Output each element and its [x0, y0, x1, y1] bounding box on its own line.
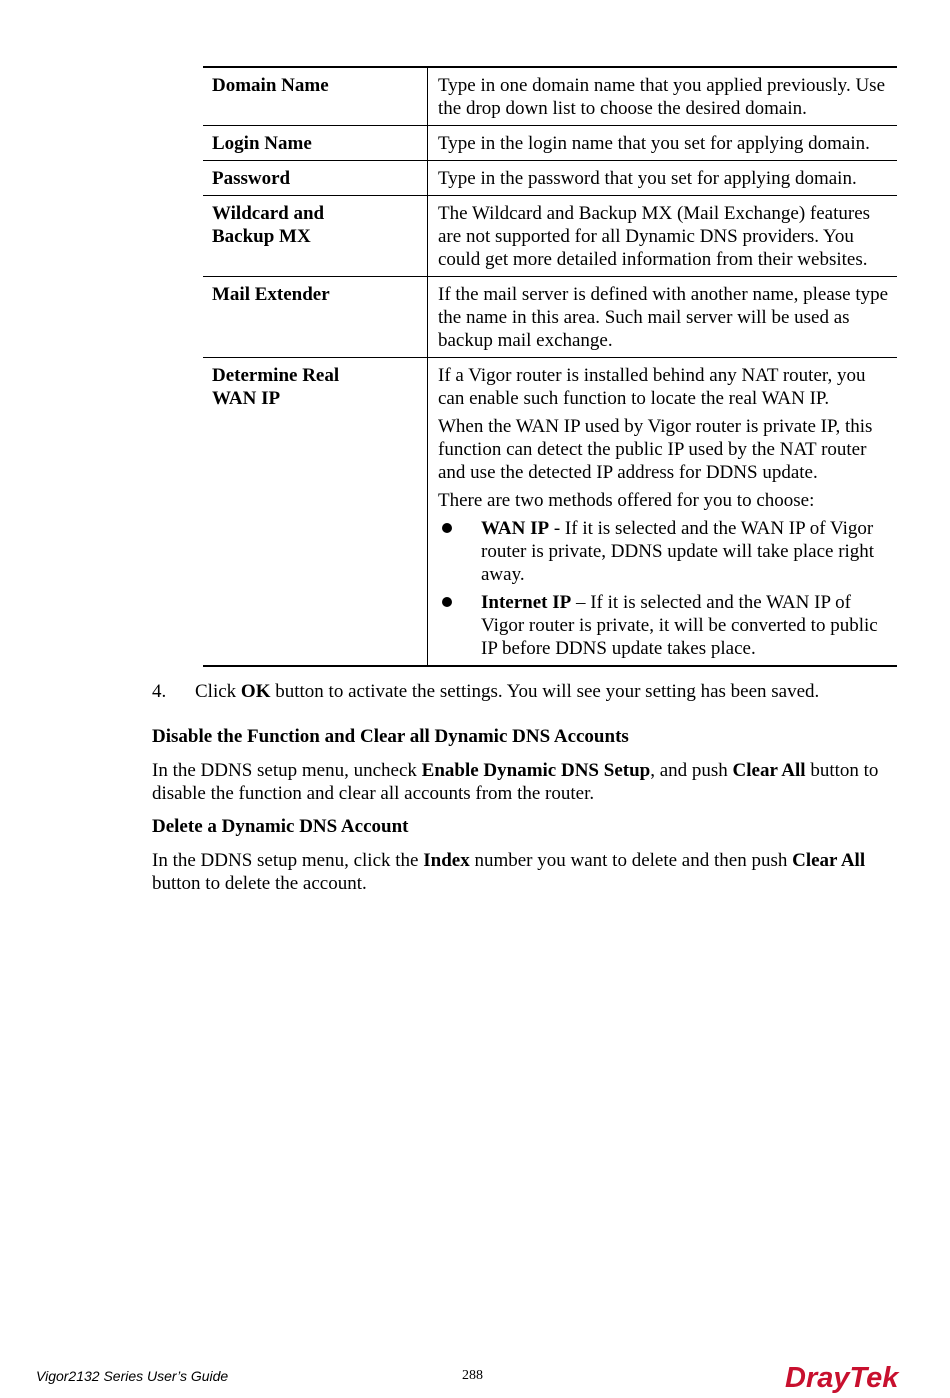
- paragraph-text: button to disable the function and clear all accounts from the router.: [152, 760, 879, 804]
- table-row: [203, 277, 897, 358]
- logo-wordmark: DrayTek: [785, 1362, 899, 1394]
- row-term: Login Name: [203, 126, 428, 161]
- table-row: [203, 161, 897, 196]
- description-paragraph: If the mail server is defined with another name, please type the name in this area. Such mail server will be used as backup mail exchange.: [438, 284, 889, 351]
- section-paragraph-delete: [152, 849, 907, 895]
- bullet-text: – If it is selected and the WAN IP of Vigor router is private, it will be converted to public IP before DDNS update takes place.: [481, 592, 878, 659]
- bullet-term: Internet IP: [481, 592, 572, 613]
- step-text-post: button to activate the settings. You will see your setting has been saved.: [270, 681, 820, 702]
- row-description: [428, 67, 898, 126]
- row-description: [428, 358, 898, 667]
- bullet-dot-icon: [442, 523, 452, 533]
- step-number: 4.: [152, 681, 167, 702]
- footer-guide-title: Vigor2132 Series User’s Guide: [36, 1368, 229, 1384]
- paragraph-text: In the DDNS setup menu, click the: [152, 850, 424, 871]
- step-text: [195, 680, 819, 703]
- bullet-item: [438, 517, 889, 586]
- row-description: [428, 196, 898, 277]
- table-row: [203, 196, 897, 277]
- row-term: Determine Real WAN IP: [203, 358, 428, 667]
- paragraph-text: number you want to delete and then push: [469, 850, 793, 871]
- bullet-term: WAN IP: [481, 518, 550, 539]
- bullet-text: - If it is selected and the WAN IP of Vigor router is private, DDNS update will take place right away.: [481, 518, 875, 585]
- footer-page-number: 288: [462, 1368, 483, 1383]
- row-description: [428, 277, 898, 358]
- row-description: [428, 126, 898, 161]
- description-paragraph: If a Vigor router is installed behind any NAT router, you can enable such function to locate the real WAN IP.: [438, 365, 866, 409]
- row-term: Wildcard and Backup MX: [203, 196, 428, 277]
- description-paragraph: When the WAN IP used by Vigor router is private IP, this function can detect the public IP used by the NAT router and use the detected IP address for DDNS update.: [438, 416, 873, 483]
- section-paragraph-disable: [152, 759, 912, 805]
- table-row: [203, 358, 897, 667]
- row-term: Mail Extender: [203, 277, 428, 358]
- step-text-pre: Click: [195, 681, 241, 702]
- paragraph-bold: Clear All: [732, 760, 806, 781]
- description-paragraph: Type in the login name that you set for applying domain.: [438, 133, 870, 154]
- bullet-item: [438, 591, 889, 660]
- paragraph-text: , and push: [650, 760, 733, 781]
- draytek-logo: [784, 1360, 912, 1394]
- description-paragraph: The Wildcard and Backup MX (Mail Exchange) features are not supported for all Dynamic DNS providers. You could get more detailed information from their websites.: [438, 203, 871, 270]
- row-term: Domain Name: [203, 67, 428, 126]
- description-paragraph: There are two methods offered for you to choose:: [438, 490, 815, 511]
- parameter-table: [203, 66, 897, 667]
- row-description: [428, 161, 898, 196]
- ok-label: OK: [240, 681, 271, 702]
- row-term: Password: [203, 161, 428, 196]
- bullet-dot-icon: [442, 597, 452, 607]
- table-row: [203, 126, 897, 161]
- paragraph-bold: Enable Dynamic DNS Setup: [421, 760, 651, 781]
- description-paragraph: Type in one domain name that you applied previously. Use the drop down list to choose the desired domain.: [438, 75, 886, 119]
- paragraph-bold: Clear All: [792, 850, 866, 871]
- paragraph-text: button to delete the account.: [152, 873, 367, 894]
- section-heading-disable: Disable the Function and Clear all Dynamic DNS Accounts: [152, 726, 629, 747]
- paragraph-bold: Index: [423, 850, 470, 871]
- table-row: [203, 67, 897, 126]
- section-heading-delete: Delete a Dynamic DNS Account: [152, 816, 409, 837]
- description-paragraph: Type in the password that you set for applying domain.: [438, 168, 857, 189]
- paragraph-text: In the DDNS setup menu, uncheck: [152, 760, 422, 781]
